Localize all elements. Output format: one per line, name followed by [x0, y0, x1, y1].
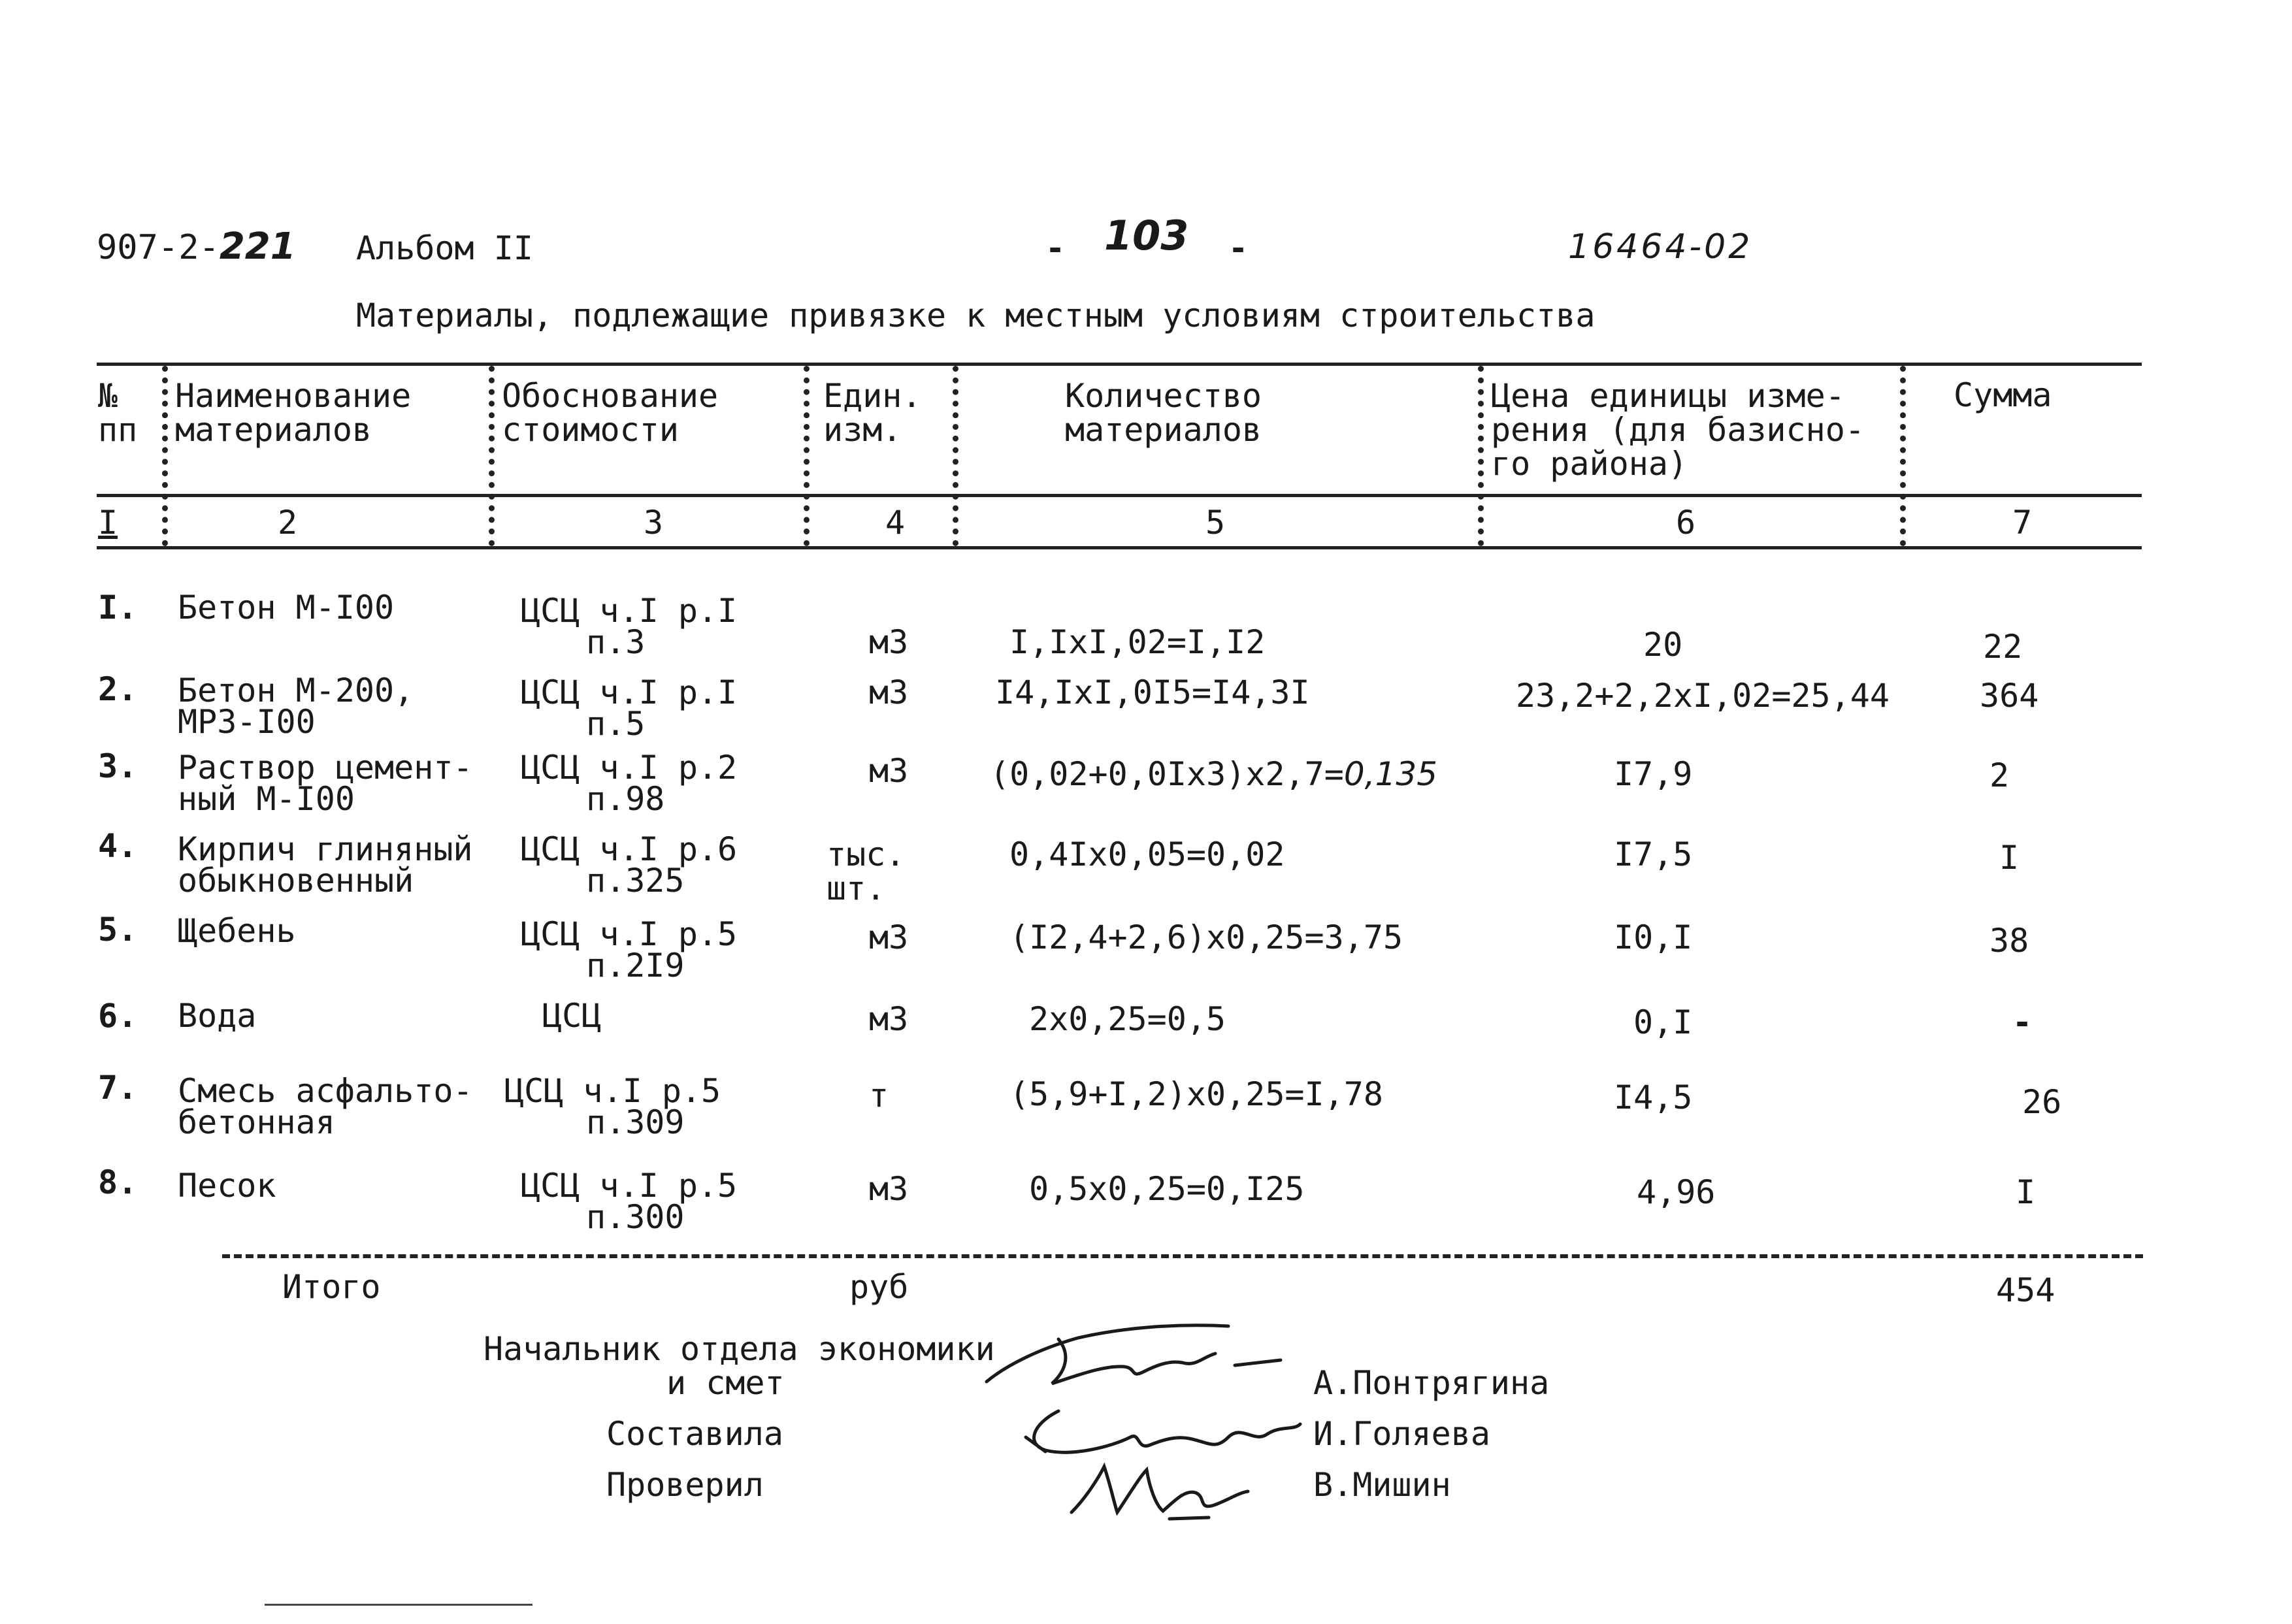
table-number-rule	[97, 546, 2142, 549]
unit: м3	[869, 1170, 909, 1208]
document-code-handwritten: 221	[219, 225, 296, 268]
row-sum: 2	[1989, 756, 2010, 794]
total-divider	[222, 1254, 2143, 1258]
row-sum: 22	[1983, 628, 2023, 666]
cost-basis-item: п.5	[586, 705, 646, 743]
material-name-cont: ный М-I00	[178, 780, 355, 818]
cost-basis: ЦСЦ ч.I р.6	[521, 830, 738, 868]
page-number: 103	[1104, 212, 1189, 259]
signatory-name: А.Понтрягина	[1313, 1364, 1550, 1402]
material-name: Бетон М-I00	[178, 589, 395, 626]
quantity: (0,02+0,0Ix3)x2,7=0,135	[990, 755, 1437, 793]
unit: м3	[869, 623, 909, 661]
column-number: 5	[1205, 504, 1226, 542]
row-number: I.	[98, 589, 138, 626]
table-top-rule	[97, 363, 2142, 366]
column-divider	[1900, 366, 1906, 546]
column-number: 3	[644, 504, 664, 542]
quantity: 2x0,25=0,5	[1029, 1000, 1226, 1038]
unit: м3	[869, 918, 909, 956]
cost-basis-item: п.3	[586, 623, 646, 661]
total-sum: 454	[1996, 1271, 2055, 1309]
column-header-basis: Обоснование стоимости	[502, 377, 719, 449]
column-number: 6	[1676, 504, 1696, 542]
cost-basis: ЦСЦ ч.I р.2	[521, 749, 738, 787]
cost-basis-item: п.325	[586, 862, 685, 900]
cost-basis: ЦСЦ ч.I р.5	[521, 1167, 738, 1205]
column-divider	[162, 366, 168, 546]
unit-price: I4,5	[1614, 1079, 1693, 1116]
cost-basis: ЦСЦ ч.I р.5	[504, 1072, 721, 1110]
material-name-cont: МРЗ-I00	[178, 703, 316, 741]
quantity: 0,5x0,25=0,I25	[1029, 1170, 1305, 1208]
cost-basis: ЦСЦ ч.I р.5	[521, 915, 738, 953]
signature-image	[1058, 1453, 1268, 1525]
row-sum: I	[1999, 839, 2020, 877]
unit-price: I7,5	[1614, 836, 1693, 873]
unit: м3	[869, 752, 909, 790]
quantity: I4,IxI,0I5=I4,3I	[995, 674, 1310, 711]
quantity: I,IxI,02=I,I2	[1009, 623, 1266, 661]
unit: м3	[869, 1000, 909, 1038]
unit-price: 23,2+2,2xI,02=25,44	[1516, 677, 1890, 715]
signatory-role-cont: и смет	[666, 1364, 785, 1402]
project-number: 16464-02	[1568, 227, 1753, 267]
material-name: Раствор цемент-	[178, 749, 473, 787]
cost-basis-item: п.98	[586, 780, 665, 818]
signatory-role: Начальник отдела экономики	[483, 1330, 995, 1368]
unit-price: 4,96	[1637, 1173, 1716, 1211]
column-header-sum: Сумма	[1954, 376, 2052, 414]
row-sum: 38	[1989, 922, 2029, 960]
material-name: Щебень	[178, 912, 296, 950]
table-header-rule	[97, 494, 2142, 497]
cost-basis-item: п.309	[586, 1103, 685, 1141]
row-number: 3.	[98, 747, 138, 785]
unit: т	[869, 1077, 889, 1114]
material-name-cont: обыкновенный	[178, 862, 414, 900]
row-number: 8.	[98, 1163, 138, 1201]
unit-price: I0,I	[1614, 918, 1693, 956]
column-number: 4	[885, 504, 906, 542]
column-header-price: Цена единицы изме- рения (для базисно- го района)	[1491, 377, 1865, 483]
signatory-role: Проверил	[606, 1466, 764, 1504]
unit: м3	[869, 674, 909, 711]
signatory-role: Составила	[606, 1415, 783, 1453]
row-number: 6.	[98, 997, 138, 1035]
unit-price: I7,9	[1614, 755, 1693, 793]
unit-cont: шт.	[827, 869, 886, 907]
document-code	[97, 225, 296, 268]
cost-basis-item: п.300	[586, 1198, 685, 1236]
unit: тыс.	[827, 836, 906, 873]
material-name: Бетон М-200,	[178, 672, 414, 709]
column-number: 2	[278, 504, 298, 542]
row-number: 4.	[98, 827, 138, 865]
total-unit: руб	[849, 1268, 909, 1306]
column-header-unit: Един. изм.	[823, 377, 922, 449]
column-header-quantity: Количество материалов	[1065, 377, 1262, 449]
row-sum: I	[2016, 1173, 2036, 1211]
cost-basis: ЦСЦ ч.I р.I	[521, 592, 738, 630]
signatory-name: И.Голяева	[1313, 1415, 1490, 1453]
quantity: (I2,4+2,6)x0,25=3,75	[1009, 918, 1403, 956]
cost-basis: ЦСЦ ч.I р.I	[521, 674, 738, 711]
album-label: Альбом II	[356, 229, 533, 267]
document-code-printed: 907-2-	[97, 228, 220, 267]
page-title: Материалы, подлежащие привязке к местным условиям строительства	[356, 297, 1596, 334]
column-header-number: № пп	[98, 377, 138, 449]
column-header-name: Наименование материалов	[175, 377, 412, 449]
row-number: 5.	[98, 911, 138, 949]
row-sum: 26	[2022, 1083, 2062, 1121]
material-name-cont: бетонная	[178, 1103, 335, 1141]
column-number: 7	[2012, 504, 2033, 542]
quantity-handwritten: 0,135	[1343, 755, 1437, 793]
column-divider	[489, 366, 495, 546]
signature-image	[980, 1320, 1294, 1398]
total-label: Итого	[282, 1268, 381, 1306]
page-dash-right: -	[1228, 229, 1249, 267]
row-sum: -	[2012, 1003, 2033, 1041]
column-divider	[953, 366, 958, 546]
row-number: 2.	[98, 670, 138, 708]
column-divider	[804, 366, 810, 546]
row-number: 7.	[98, 1069, 138, 1107]
page-dash-left: -	[1045, 229, 1066, 267]
cost-basis: ЦСЦ	[542, 997, 602, 1035]
signatory-name: В.Мишин	[1313, 1466, 1451, 1504]
bottom-rule	[265, 1604, 532, 1606]
unit-price: 20	[1643, 626, 1683, 664]
quantity: (5,9+I,2)x0,25=I,78	[1009, 1075, 1383, 1113]
column-divider	[1478, 366, 1484, 546]
row-sum: 364	[1980, 677, 2039, 715]
unit-price: 0,I	[1633, 1003, 1693, 1041]
material-name: Песок	[178, 1167, 276, 1205]
material-name: Кирпич глиняный	[178, 830, 473, 868]
material-name: Вода	[178, 997, 257, 1035]
column-number: I	[98, 504, 118, 542]
cost-basis-item: п.2I9	[586, 947, 685, 984]
quantity: 0,4Ix0,05=0,02	[1009, 836, 1285, 873]
material-name: Смесь асфальто-	[178, 1072, 473, 1110]
